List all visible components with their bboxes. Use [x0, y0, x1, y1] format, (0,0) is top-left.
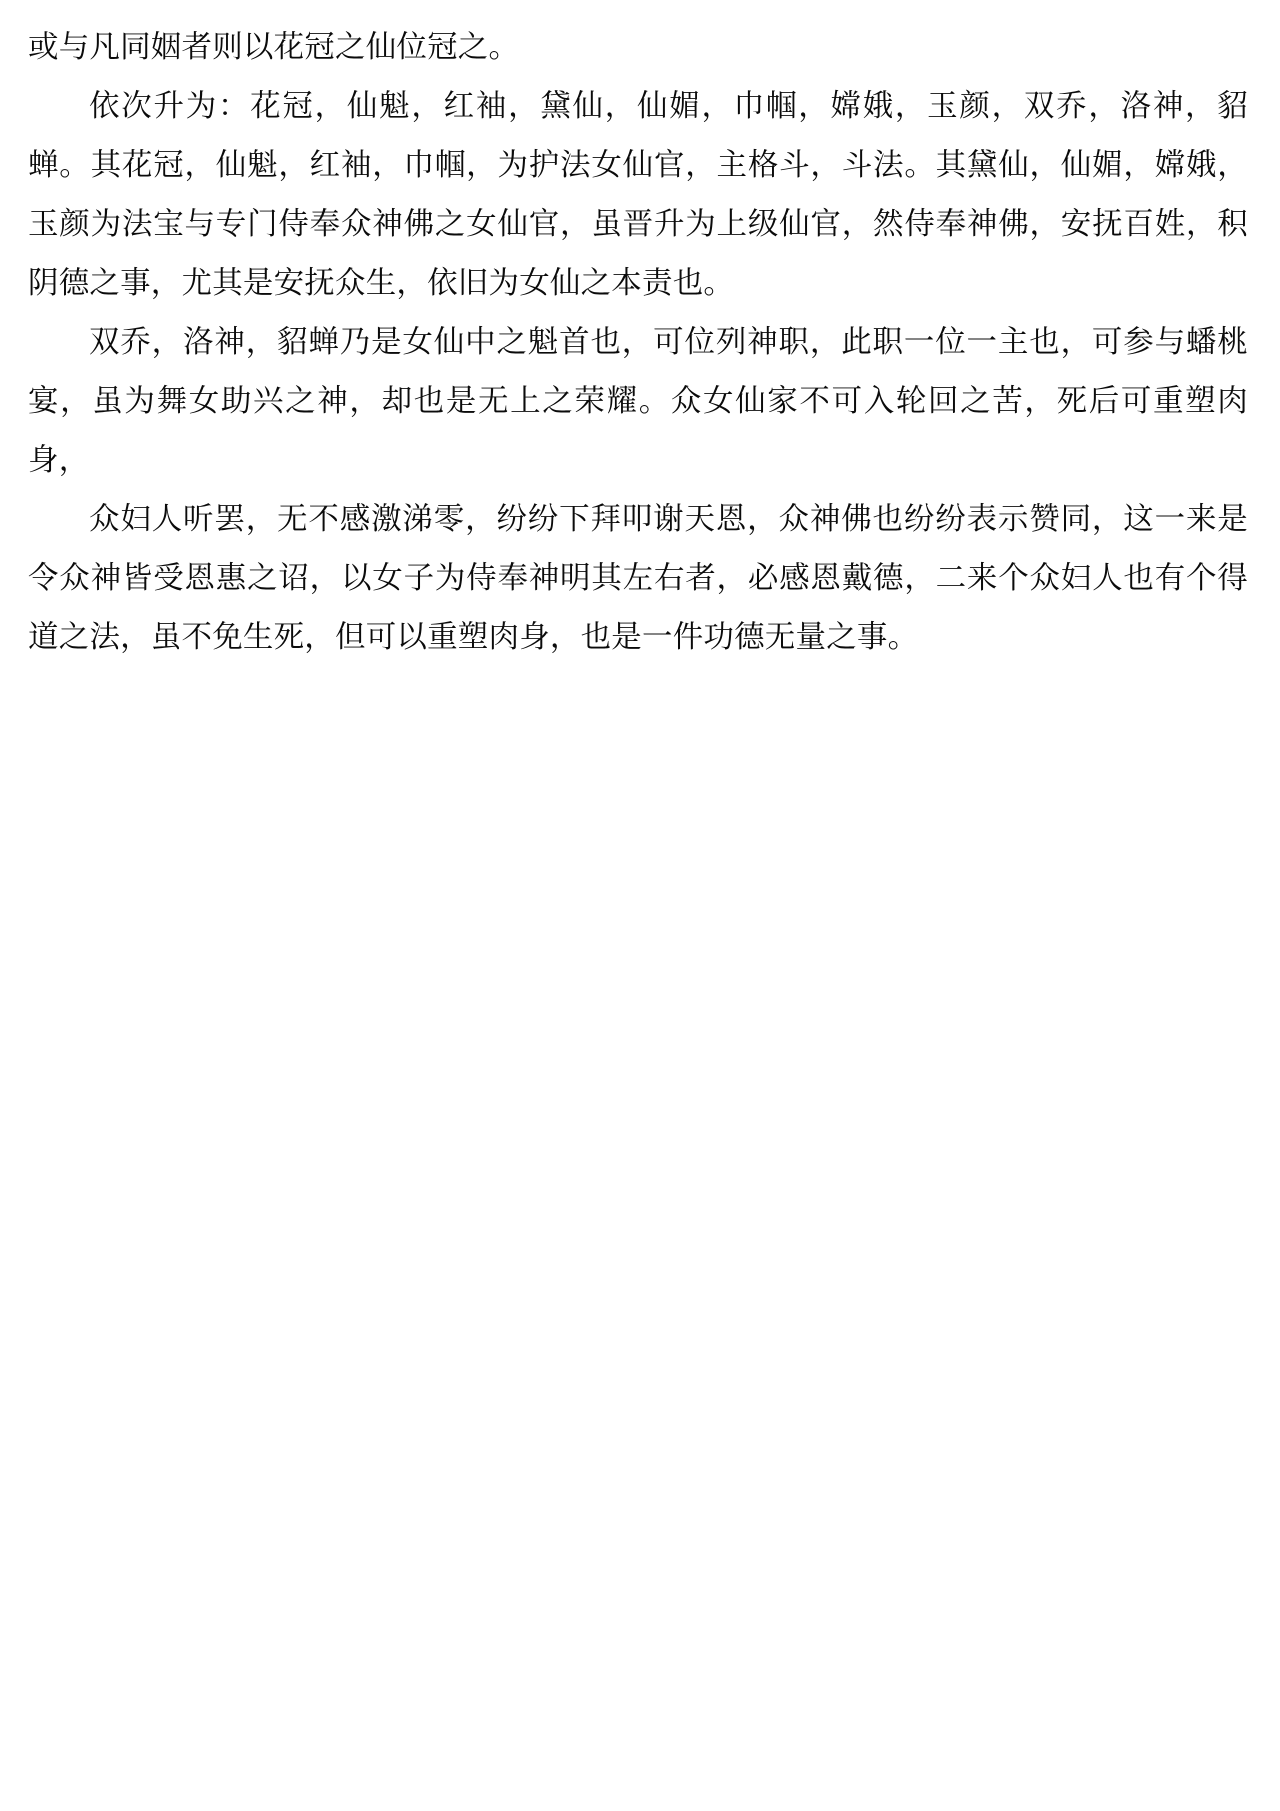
paragraph-4: 众妇人听罢，无不感激涕零，纷纷下拜叩谢天恩，众神佛也纷纷表示赞同，这一来是令众神皆受恩惠之诏，以女子为侍奉神明其左右者，必感恩戴德，二来个众妇人也有个得道之法，虽不免生死，但可以重塑肉身，也是一件功德无量之事。	[28, 502, 1248, 655]
document-body	[28, 18, 1248, 667]
paragraph-3: 双乔，洛神，貂蝉乃是女仙中之魁首也，可位列神职，此职一位一主也，可参与蟠桃宴，虽为舞女助兴之神，却也是无上之荣耀。众女仙家不可入轮回之苦，死后可重塑肉身，	[28, 325, 1248, 478]
paragraph-2: 依次升为：花冠，仙魁，红袖，黛仙，仙媚，巾帼，嫦娥，玉颜，双乔，洛神，貂蝉。其花冠，仙魁，红袖，巾帼，为护法女仙官，主格斗，斗法。其黛仙，仙媚，嫦娥，玉颜为法宝与专门侍奉众神佛之女仙官，虽晋升为上级仙官，然侍奉神佛，安抚百姓，积阴德之事，尤其是安抚众生，依旧为女仙之本责也。	[28, 89, 1248, 301]
paragraph-1: 或与凡同姻者则以花冠之仙位冠之。	[28, 30, 520, 65]
